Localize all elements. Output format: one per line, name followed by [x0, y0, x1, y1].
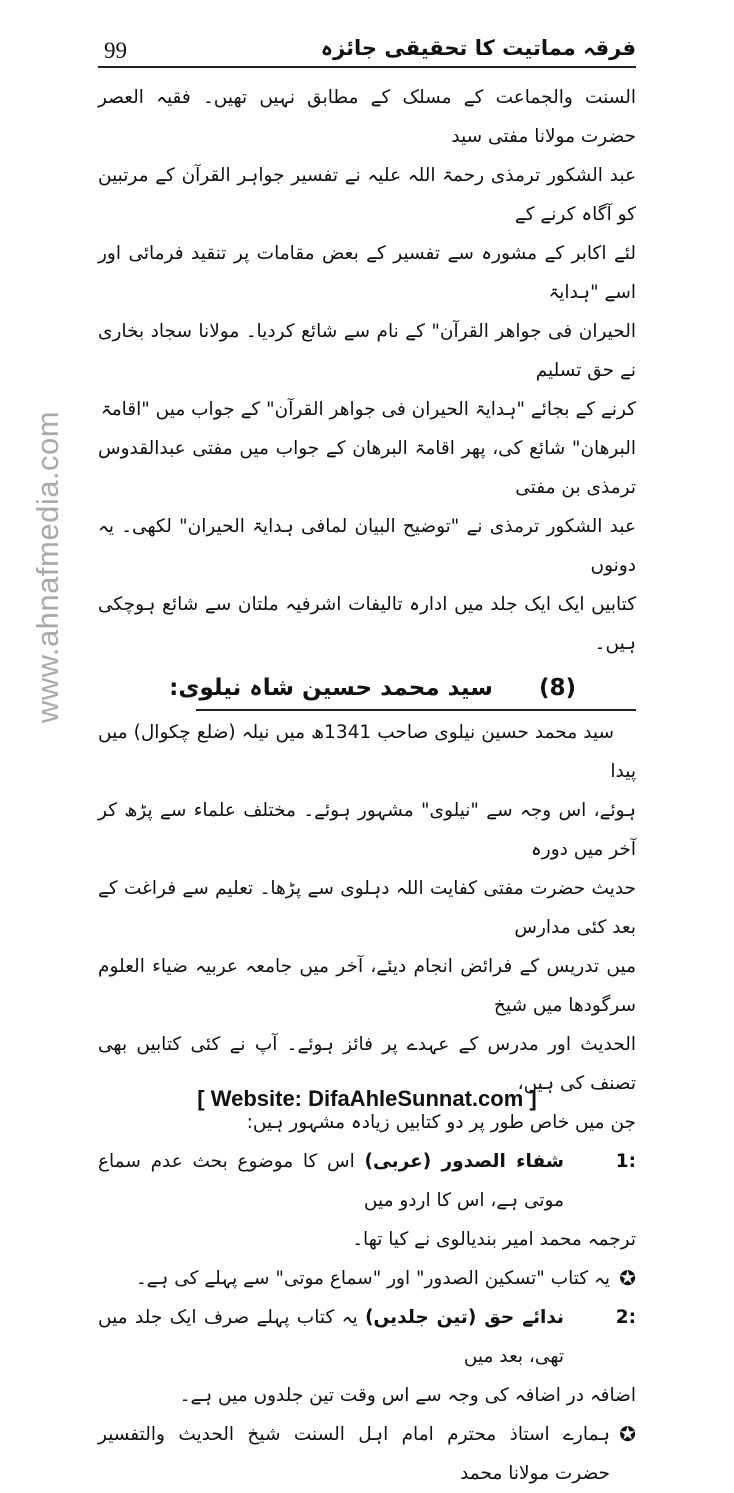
paragraph-line: میں تدریس کے فرائض انجام دیئے، آخر میں جامعہ عربیہ ضیاء العلوم سرگودھا میں شیخ [98, 956, 636, 1016]
note-text: یہ کتاب "تسکین الصدور" اور "سماع موتی" سے پہلے کی ہے۔ [135, 1268, 610, 1289]
paragraph-1 [98, 78, 636, 663]
item-continuation: ترجمہ محمد امیر بندیالوی نے کیا تھا۔ [352, 1229, 636, 1250]
running-title: فرقہ مماتیت کا تحقیقی جائزہ [320, 36, 636, 60]
item-title: شفاء الصدور (عربی) [364, 1151, 564, 1172]
section-underline [196, 709, 636, 711]
paragraph-line: السنت والجماعت کے مسلک کے مطابق نہیں تھیں۔ فقیہ العصر حضرت مولانا مفتی سید [98, 87, 636, 147]
paragraph-line: عبد الشکور ترمذی رحمۃ اللہ علیہ نے تفسیر جواہر القرآن کے مرتبین کو آگاہ کرنے کے [98, 165, 636, 225]
paragraph-line: البرھان" شائع کی، پھر اقامۃ البرھان کے جواب میں مفتی عبدالقدوس ترمذی بن مفتی [98, 438, 636, 498]
section-title: سید محمد حسین شاہ نیلوی: [169, 675, 493, 701]
page-header [98, 34, 636, 68]
item-number: 1: [615, 1151, 636, 1172]
paragraph-line: عبد الشکور ترمذی نے "توضیح البیان لمافی ہدایۃ الحیران" لکھی۔ یہ دونوں [98, 516, 636, 576]
page-number: 99 [104, 38, 127, 63]
section-heading [98, 667, 636, 713]
paragraph-2 [98, 713, 636, 1142]
section-number: (8) [538, 675, 576, 701]
paragraph-line: ہوئے، اس وجہ سے "نیلوی" مشہور ہوئے۔ مختلف علماء سے پڑھ کر آخر میں دورہ [98, 800, 636, 860]
item-number: 2: [615, 1307, 636, 1328]
paragraph-line: کتابیں ایک ایک جلد میں ادارہ تالیفات اشرفیہ ملتان سے شائع ہوچکی ہیں۔ [98, 594, 636, 654]
note-item-1 [98, 1259, 636, 1298]
note-item-2 [98, 1415, 636, 1493]
paragraph-line: سید محمد حسین نیلوی صاحب 1341ھ میں نیلہ (ضلع چکوال) میں پیدا [98, 722, 636, 782]
star-bullet-icon: ✪ [619, 1266, 636, 1290]
item-continuation: اضافہ در اضافہ کی وجہ سے اس وقت تین جلدوں میں ہے۔ [179, 1385, 636, 1406]
watermark-text: www.ahnafmedia.com [30, 410, 65, 724]
header-divider [98, 66, 636, 68]
star-bullet-icon: ✪ [619, 1422, 636, 1446]
paragraph-line: حدیث حضرت مفتی کفایت اللہ دہلوی سے پڑھا۔ تعلیم سے فراغت کے بعد کئی مدارس [98, 878, 636, 938]
item-title: ندائے حق (تین جلدیں) [365, 1307, 564, 1328]
paragraph-line: لئے اکابر کے مشورہ سے تفسیر کے بعض مقامات پر تنقید فرمائی اور اسے "ہدایۃ [98, 243, 636, 303]
item-text: یہ کتاب پہلے صرف ایک جلد میں تھی، بعد میں [98, 1307, 564, 1367]
paragraph-line: کرنے کے بجائے "ہدایۃ الحیران فی جواھر القرآن" کے جواب میں "اقامۃ [100, 399, 636, 420]
paragraph-line: الحیران فی جواھر القرآن" کے نام سے شائع کردیا۔ مولانا سجاد بخاری نے حق تسلیم [98, 321, 636, 381]
website-footer: [ Website: DifaAhleSunnat.com ] [197, 1086, 537, 1111]
book-item-1 [98, 1142, 636, 1220]
paragraph-line: جن میں خاص طور پر دو کتابیں زیادہ مشہور ہیں: [246, 1112, 636, 1133]
book-item-2 [98, 1298, 636, 1376]
page-body [98, 78, 636, 1493]
note-text: ہمارے استاذ محترم امام اہل السنت شیخ الحدیث والتفسیر حضرت مولانا محمد [98, 1424, 610, 1484]
item-text: اس کا موضوع بحث عدم سماع موتی ہے، اس کا اردو میں [98, 1151, 564, 1211]
paragraph-line: الحدیث اور مدرس کے عہدے پر فائز ہوئے۔ آپ نے کئی کتابیں بھی تصنف کی ہیں، [98, 1034, 636, 1094]
